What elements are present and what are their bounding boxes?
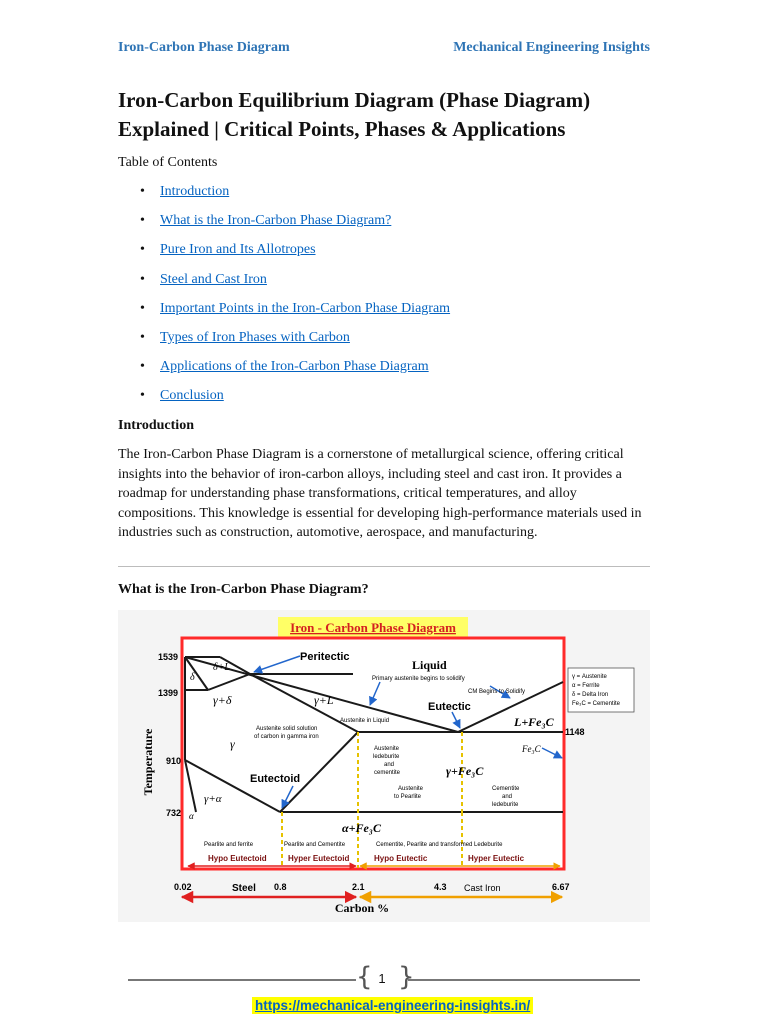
- note-to-pearlite-1: Austenite: [398, 786, 424, 792]
- note-primary-austenite: Primary austenite begins to solidify: [372, 676, 465, 682]
- region-gamma: γ: [230, 737, 235, 751]
- toc-label: Table of Contents: [118, 155, 218, 170]
- region-gamma-fe3c: γ+Fe₃C: [446, 764, 484, 778]
- note-ledeburite-2: ledeburite: [373, 754, 400, 760]
- toc-link-introduction[interactable]: Introduction: [160, 184, 230, 199]
- temp-1399: 1399: [158, 688, 179, 698]
- footer-url-link[interactable]: https://mechanical-engineering-insights.in/: [252, 997, 533, 1014]
- what-heading: What is the Iron-Carbon Phase Diagram?: [118, 582, 369, 597]
- point-eutectic: Eutectic: [428, 701, 471, 713]
- toc-link-pure-iron[interactable]: Pure Iron and Its Allotropes: [160, 242, 316, 258]
- carbon-2-1: 2.1: [352, 882, 365, 892]
- y-axis-label: Temperature: [141, 728, 155, 796]
- page-title: Iron-Carbon Equilibrium Diagram (Phase Diagram) Explained | Critical Points, Phases & Applications: [118, 88, 591, 141]
- toc-item: [118, 386, 450, 415]
- header-left: Iron-Carbon Phase Diagram: [118, 40, 290, 55]
- intro-paragraph: The Iron-Carbon Phase Diagram is a cornerstone of metallurgical science, offering critical insights into the behavior of iron-carbon alloys, including steel and cast iron. It provides a roadmap for understanding phase transformations, critical temperatures, and alloy compositions. This knowledge is essential for developing high-performance materials used in industries such as construction, automotive, aerospace, and manufacturing.: [118, 447, 642, 541]
- toc-link-important-points[interactable]: Important Points in the Iron-Carbon Phase Diagram: [160, 300, 451, 316]
- note-ledeburite-1: Austenite: [374, 746, 400, 752]
- bullet-icon: •: [140, 242, 145, 258]
- zone-hypo-eutectic: Hypo Eutectic: [374, 854, 428, 863]
- toc-item: [118, 240, 450, 269]
- note-pearlite-ferrite: Pearlite and ferrite: [204, 842, 254, 848]
- toc-item: [118, 357, 450, 386]
- zone-hyper-eutectoid: Hyper Eutectoid: [288, 854, 350, 863]
- intro-heading: Introduction: [118, 418, 194, 433]
- diagram-title: Iron - Carbon Phase Diagram: [290, 620, 456, 635]
- zone-hyper-eutectic: Hyper Eutectic: [468, 854, 525, 863]
- region-gamma-delta: γ+δ: [213, 693, 232, 707]
- carbon-4-3: 4.3: [434, 882, 447, 892]
- temp-1539: 1539: [158, 652, 179, 662]
- page-number: 1: [378, 971, 386, 986]
- brace-left-icon: {: [356, 962, 373, 992]
- region-delta: δ: [190, 672, 195, 683]
- note-cm-begins: CM Begins to Solidify: [468, 689, 526, 695]
- header-right: Mechanical Engineering Insights: [453, 40, 650, 55]
- note-to-pearlite-2: to Pearlite: [394, 794, 422, 800]
- zone-hypo-eutectoid: Hypo Eutectoid: [208, 854, 267, 863]
- range-cast-iron: Cast Iron: [464, 883, 501, 893]
- region-alpha: α: [189, 811, 194, 821]
- region-l-fe3c: L+Fe₃C: [514, 715, 554, 729]
- brace-right-icon: }: [398, 962, 415, 992]
- phase-diagram-svg: [118, 610, 650, 922]
- temp-1148: 1148: [565, 727, 585, 737]
- note-austenite-in-liquid: Austenite in Liquid: [340, 718, 390, 724]
- note-austenite-solid-1: Austenite solid solution: [256, 726, 318, 732]
- point-eutectoid: Eutectoid: [250, 773, 301, 785]
- section-divider: [118, 566, 650, 567]
- region-gamma-alpha: γ+α: [204, 793, 222, 805]
- toc-link-conclusion[interactable]: Conclusion: [160, 388, 224, 404]
- region-fe3c: Fe₃C: [522, 744, 541, 754]
- legend-delta: δ = Delta Iron: [572, 692, 609, 698]
- temp-732: 732: [166, 808, 182, 818]
- note-cem-led-2: and: [502, 794, 513, 800]
- region-gamma-l: γ+L: [314, 693, 334, 707]
- toc-item: [118, 270, 450, 299]
- toc-link-steel-cast-iron[interactable]: Steel and Cast Iron: [160, 271, 267, 287]
- note-ledeburite-4: cementite: [374, 770, 401, 776]
- bullet-icon: •: [140, 271, 145, 287]
- toc-link-phases[interactable]: Types of Iron Phases with Carbon: [160, 329, 350, 345]
- toc-item: [118, 182, 450, 211]
- toc-item: [118, 328, 450, 357]
- carbon-0-8: 0.8: [274, 882, 287, 892]
- toc-link-applications[interactable]: Applications of the Iron-Carbon Phase Diagram: [160, 359, 429, 375]
- bullet-icon: •: [140, 300, 145, 316]
- carbon-6-67: 6.67: [552, 882, 570, 892]
- bullet-icon: •: [140, 359, 145, 375]
- legend-austenite: γ = Austenite: [572, 674, 607, 680]
- note-pearlite-cementite: Pearlite and Cementite: [284, 842, 346, 848]
- toc-item: [118, 299, 450, 328]
- phase-diagram-figure: [118, 610, 650, 922]
- bullet-icon: •: [140, 388, 145, 404]
- toc-link-what-is[interactable]: What is the Iron-Carbon Phase Diagram?: [160, 213, 392, 229]
- carbon-0-02: 0.02: [174, 882, 192, 892]
- x-axis-label: Carbon %: [334, 901, 390, 915]
- footer-line-left: [128, 979, 356, 981]
- note-cem-led-3: ledeburite: [492, 802, 519, 808]
- region-delta-l: δ+L: [213, 662, 230, 673]
- footer-line-right: [408, 979, 640, 981]
- note-cementite-pearlite-led: Cementite, Pearlite and transformed Ledeburite: [376, 842, 503, 848]
- bullet-icon: •: [140, 329, 145, 345]
- bullet-icon: •: [140, 184, 145, 199]
- note-cem-led-1: Cementite: [492, 786, 520, 792]
- temp-910: 910: [166, 756, 182, 766]
- region-alpha-fe3c: α+Fe₃C: [342, 821, 381, 835]
- legend-ferrite: α = Ferrite: [572, 683, 600, 689]
- table-of-contents: [118, 182, 450, 416]
- region-liquid: Liquid: [412, 658, 447, 672]
- point-peritectic: Peritectic: [300, 651, 350, 663]
- legend-cementite: Fe₃C = Cementite: [572, 701, 620, 707]
- toc-item: [118, 211, 450, 240]
- note-austenite-solid-2: of carbon in gamma iron: [254, 734, 319, 740]
- note-ledeburite-3: and: [384, 762, 395, 768]
- bullet-icon: •: [140, 213, 145, 229]
- range-steel: Steel: [232, 883, 256, 894]
